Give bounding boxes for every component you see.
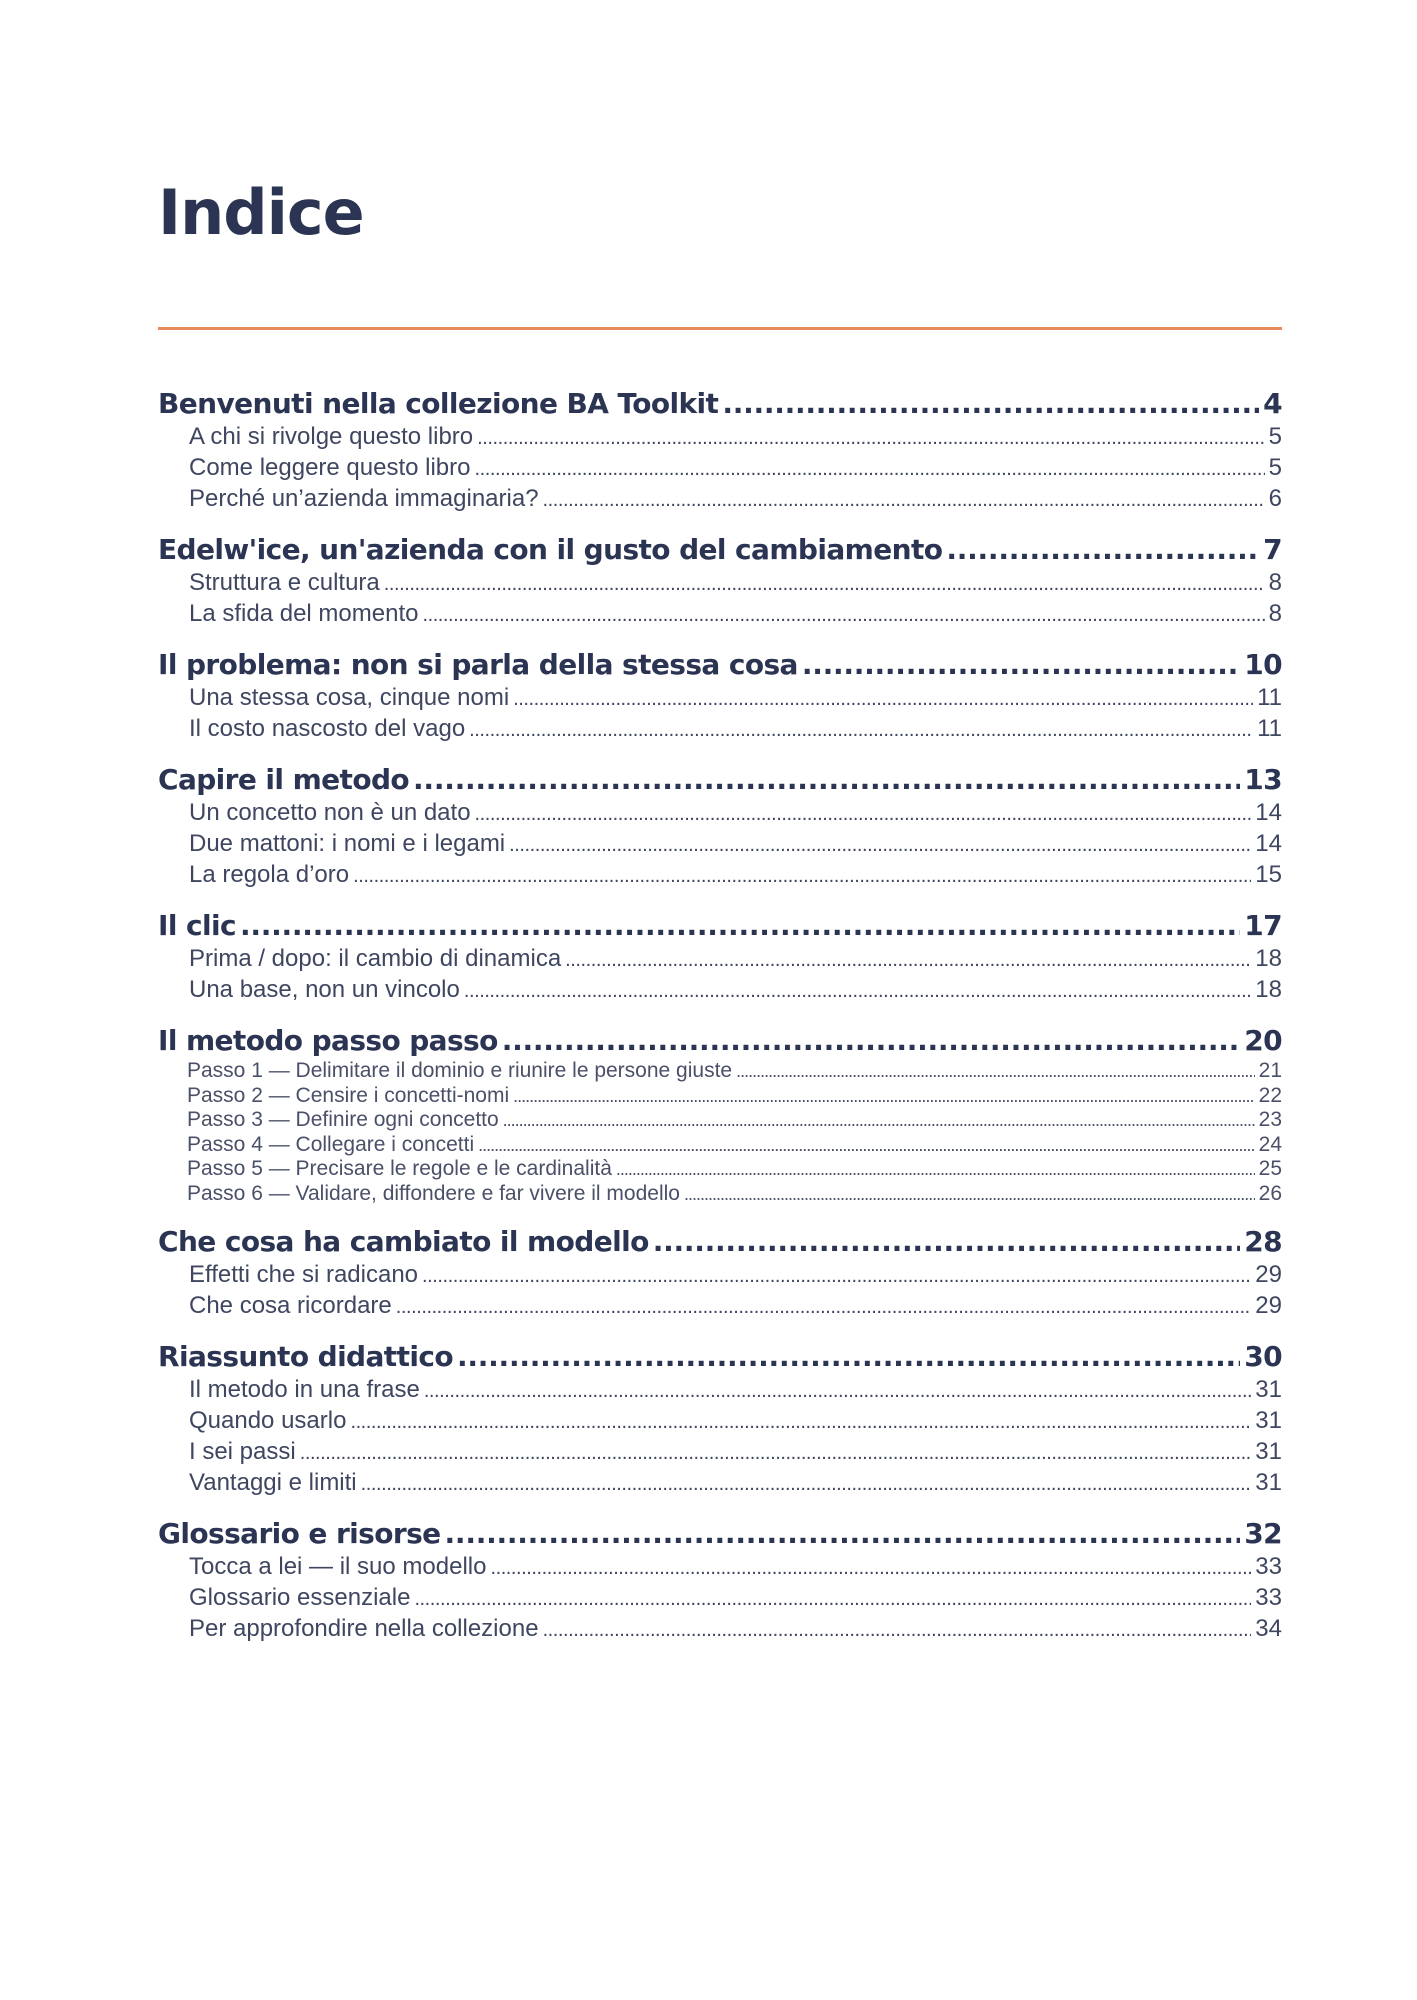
toc-chapter[interactable] bbox=[158, 532, 1282, 568]
toc-entry[interactable] bbox=[158, 1614, 1282, 1645]
toc-chapter[interactable] bbox=[158, 1023, 1282, 1059]
page-number: 18 bbox=[1255, 976, 1282, 1003]
toc-entry[interactable] bbox=[158, 599, 1282, 630]
toc-entry[interactable] bbox=[158, 1468, 1282, 1499]
toc-entry-label: Due mattoni: i nomi e i legami bbox=[189, 830, 506, 857]
toc-entry-label: Come leggere questo libro bbox=[189, 454, 471, 481]
toc-chapter[interactable] bbox=[158, 1224, 1282, 1260]
dot-leader bbox=[384, 568, 1265, 599]
dot-leader bbox=[616, 1157, 1255, 1182]
toc-entry-label: Struttura e cultura bbox=[189, 569, 380, 596]
page-number: 13 bbox=[1244, 763, 1282, 796]
toc-chapter[interactable] bbox=[158, 647, 1282, 683]
dot-leader bbox=[946, 532, 1259, 568]
toc-chapter[interactable] bbox=[158, 1516, 1282, 1552]
dot-leader bbox=[445, 1516, 1241, 1552]
toc-section bbox=[158, 1224, 1282, 1322]
dot-leader bbox=[503, 1108, 1255, 1133]
page-number: 11 bbox=[1257, 715, 1282, 742]
page-number: 10 bbox=[1244, 648, 1282, 681]
toc-entry-label: Passo 6 — Validare, diffondere e far vivere il modello bbox=[187, 1181, 680, 1205]
toc-chapter-label: Il problema: non si parla della stessa cosa bbox=[158, 648, 798, 681]
dot-leader bbox=[422, 1260, 1251, 1291]
toc-chapter-label: Il clic bbox=[158, 909, 236, 942]
toc-chapter[interactable] bbox=[158, 908, 1282, 944]
toc-entry-label: Che cosa ricordare bbox=[189, 1291, 392, 1319]
page-number: 28 bbox=[1244, 1224, 1282, 1258]
dot-leader bbox=[457, 1339, 1240, 1375]
dot-leader bbox=[477, 422, 1264, 453]
toc-chapter[interactable] bbox=[158, 1339, 1282, 1375]
page-number: 31 bbox=[1255, 1468, 1282, 1496]
table-of-contents bbox=[158, 386, 1282, 1662]
dot-leader bbox=[543, 484, 1265, 515]
dot-leader bbox=[736, 1059, 1255, 1084]
toc-entry[interactable] bbox=[158, 453, 1282, 484]
toc-entry[interactable] bbox=[158, 1291, 1282, 1322]
title-divider bbox=[158, 327, 1282, 330]
toc-entry-label: Prima / dopo: il cambio di dinamica bbox=[189, 945, 562, 972]
dot-leader bbox=[413, 762, 1240, 798]
toc-entry-label: Vantaggi e limiti bbox=[189, 1468, 357, 1496]
page-number: 15 bbox=[1255, 861, 1282, 888]
dot-leader bbox=[361, 1468, 1252, 1499]
page-number: 24 bbox=[1258, 1132, 1282, 1156]
page-number: 30 bbox=[1244, 1339, 1282, 1373]
toc-entry-label: Una base, non un vincolo bbox=[189, 976, 460, 1003]
toc-entry[interactable] bbox=[158, 1375, 1282, 1406]
toc-entry[interactable] bbox=[158, 1084, 1282, 1109]
toc-entry[interactable] bbox=[158, 860, 1282, 891]
dot-leader bbox=[464, 975, 1251, 1006]
toc-entry[interactable] bbox=[158, 1157, 1282, 1182]
page-number: 22 bbox=[1258, 1083, 1282, 1107]
dot-leader bbox=[475, 453, 1265, 484]
toc-entry-label: Glossario essenziale bbox=[189, 1583, 411, 1611]
toc-entry-label: Tocca a lei — il suo modello bbox=[189, 1552, 487, 1580]
page-number: 25 bbox=[1258, 1157, 1282, 1181]
toc-section bbox=[158, 1516, 1282, 1645]
toc-entry-label: Effetti che si radicano bbox=[189, 1260, 419, 1288]
toc-entry[interactable] bbox=[158, 975, 1282, 1006]
page-number: 18 bbox=[1255, 945, 1282, 972]
dot-leader bbox=[513, 1084, 1255, 1109]
dot-leader bbox=[353, 860, 1251, 891]
toc-entry-label: Un concetto non è un dato bbox=[189, 799, 471, 826]
toc-chapter[interactable] bbox=[158, 386, 1282, 422]
toc-entry-label: A chi si rivolge questo libro bbox=[189, 423, 474, 450]
toc-entry-label: I sei passi bbox=[189, 1437, 296, 1465]
page-number: 34 bbox=[1255, 1614, 1282, 1642]
toc-chapter-label: Il metodo passo passo bbox=[158, 1024, 498, 1057]
dot-leader bbox=[802, 647, 1240, 683]
toc-entry[interactable] bbox=[158, 1260, 1282, 1291]
dot-leader bbox=[684, 1182, 1255, 1207]
page-number: 5 bbox=[1268, 454, 1282, 481]
page-number: 17 bbox=[1244, 909, 1282, 942]
page-number: 32 bbox=[1244, 1516, 1282, 1550]
page-number: 4 bbox=[1263, 387, 1282, 420]
page-number: 6 bbox=[1268, 485, 1282, 512]
page-number: 8 bbox=[1268, 600, 1282, 627]
dot-leader bbox=[300, 1437, 1252, 1468]
dot-leader bbox=[509, 829, 1251, 860]
toc-entry-label: Passo 5 — Precisare le regole e le cardinalità bbox=[187, 1157, 612, 1181]
page-number: 14 bbox=[1255, 830, 1282, 857]
page-number: 21 bbox=[1258, 1059, 1282, 1082]
toc-entry[interactable] bbox=[158, 1133, 1282, 1158]
page-number: 31 bbox=[1255, 1406, 1282, 1434]
dot-leader bbox=[490, 1552, 1251, 1583]
toc-entry-label: Il costo nascosto del vago bbox=[189, 715, 466, 742]
toc-section bbox=[158, 647, 1282, 745]
toc-entry[interactable] bbox=[158, 829, 1282, 860]
toc-entry[interactable] bbox=[158, 714, 1282, 745]
toc-entry-label: Passo 2 — Censire i concetti-nomi bbox=[187, 1083, 510, 1107]
page-number: 14 bbox=[1255, 799, 1282, 826]
page-number: 7 bbox=[1263, 533, 1282, 566]
page-number: 26 bbox=[1258, 1181, 1282, 1205]
toc-section bbox=[158, 1339, 1282, 1499]
toc-entry[interactable] bbox=[158, 1583, 1282, 1614]
toc-entry-label: Quando usarlo bbox=[189, 1406, 347, 1434]
dot-leader bbox=[565, 944, 1251, 975]
toc-chapter-label: Benvenuti nella collezione BA Toolkit bbox=[158, 387, 719, 420]
dot-leader bbox=[422, 599, 1264, 630]
toc-entry[interactable] bbox=[158, 484, 1282, 515]
toc-entry-label: La sfida del momento bbox=[189, 600, 419, 627]
dot-leader bbox=[240, 908, 1240, 944]
toc-entry-label: Per approfondire nella collezione bbox=[189, 1614, 539, 1642]
toc-chapter-label: Riassunto didattico bbox=[158, 1339, 454, 1373]
toc-entry-label: Il metodo in una frase bbox=[189, 1375, 420, 1403]
toc-entry[interactable] bbox=[158, 1406, 1282, 1437]
toc-entry-label: Una stessa cosa, cinque nomi bbox=[189, 684, 510, 711]
dot-leader bbox=[424, 1375, 1251, 1406]
page-number: 33 bbox=[1255, 1552, 1282, 1580]
page-number: 31 bbox=[1255, 1437, 1282, 1465]
toc-entry[interactable] bbox=[158, 1182, 1282, 1207]
toc-entry[interactable] bbox=[158, 422, 1282, 453]
page-number: 33 bbox=[1255, 1583, 1282, 1611]
dot-leader bbox=[478, 1133, 1255, 1158]
page-number: 23 bbox=[1258, 1108, 1282, 1132]
toc-chapter-label: Edelw'ice, un'azienda con il gusto del cambiamento bbox=[158, 533, 943, 566]
toc-entry[interactable] bbox=[158, 1552, 1282, 1583]
toc-section bbox=[158, 908, 1282, 1006]
toc-entry[interactable] bbox=[158, 568, 1282, 599]
toc-section bbox=[158, 762, 1282, 891]
dot-leader bbox=[469, 714, 1253, 745]
page-number: 11 bbox=[1257, 684, 1282, 711]
toc-entry-label: Passo 3 — Definire ogni concetto bbox=[187, 1108, 499, 1132]
toc-chapter-label: Glossario e risorse bbox=[158, 1516, 441, 1550]
toc-entry[interactable] bbox=[158, 1108, 1282, 1133]
dot-leader bbox=[543, 1614, 1252, 1645]
dot-leader bbox=[475, 798, 1252, 829]
dot-leader bbox=[414, 1583, 1251, 1614]
toc-section bbox=[158, 386, 1282, 515]
toc-entry-label: Passo 4 — Collegare i concetti bbox=[187, 1132, 475, 1156]
dot-leader bbox=[502, 1023, 1240, 1059]
dot-leader bbox=[513, 683, 1253, 714]
toc-entry-label: Perché un’azienda immaginaria? bbox=[189, 485, 539, 512]
toc-entry[interactable] bbox=[158, 1437, 1282, 1468]
toc-entry[interactable] bbox=[158, 944, 1282, 975]
page-number: 29 bbox=[1255, 1291, 1282, 1319]
dot-leader bbox=[396, 1291, 1252, 1322]
dot-leader bbox=[722, 386, 1259, 422]
dot-leader bbox=[653, 1224, 1241, 1260]
dot-leader bbox=[350, 1406, 1251, 1437]
toc-entry[interactable] bbox=[158, 683, 1282, 714]
toc-chapter-label: Che cosa ha cambiato il modello bbox=[158, 1224, 649, 1258]
page-title: Indice bbox=[158, 176, 364, 249]
toc-entry-label: La regola d’oro bbox=[189, 861, 350, 888]
page-number: 31 bbox=[1255, 1375, 1282, 1403]
toc-entry-label: Passo 1 — Delimitare il dominio e riunire le persone giuste bbox=[187, 1059, 733, 1082]
toc-section bbox=[158, 532, 1282, 630]
toc-chapter[interactable] bbox=[158, 762, 1282, 798]
toc-entry[interactable] bbox=[158, 1059, 1282, 1084]
toc-chapter-label: Capire il metodo bbox=[158, 763, 410, 796]
page-number: 29 bbox=[1255, 1260, 1282, 1288]
toc-section bbox=[158, 1023, 1282, 1207]
page-number: 5 bbox=[1268, 423, 1282, 450]
page-number: 8 bbox=[1268, 569, 1282, 596]
toc-entry[interactable] bbox=[158, 798, 1282, 829]
page-number: 20 bbox=[1244, 1024, 1282, 1057]
